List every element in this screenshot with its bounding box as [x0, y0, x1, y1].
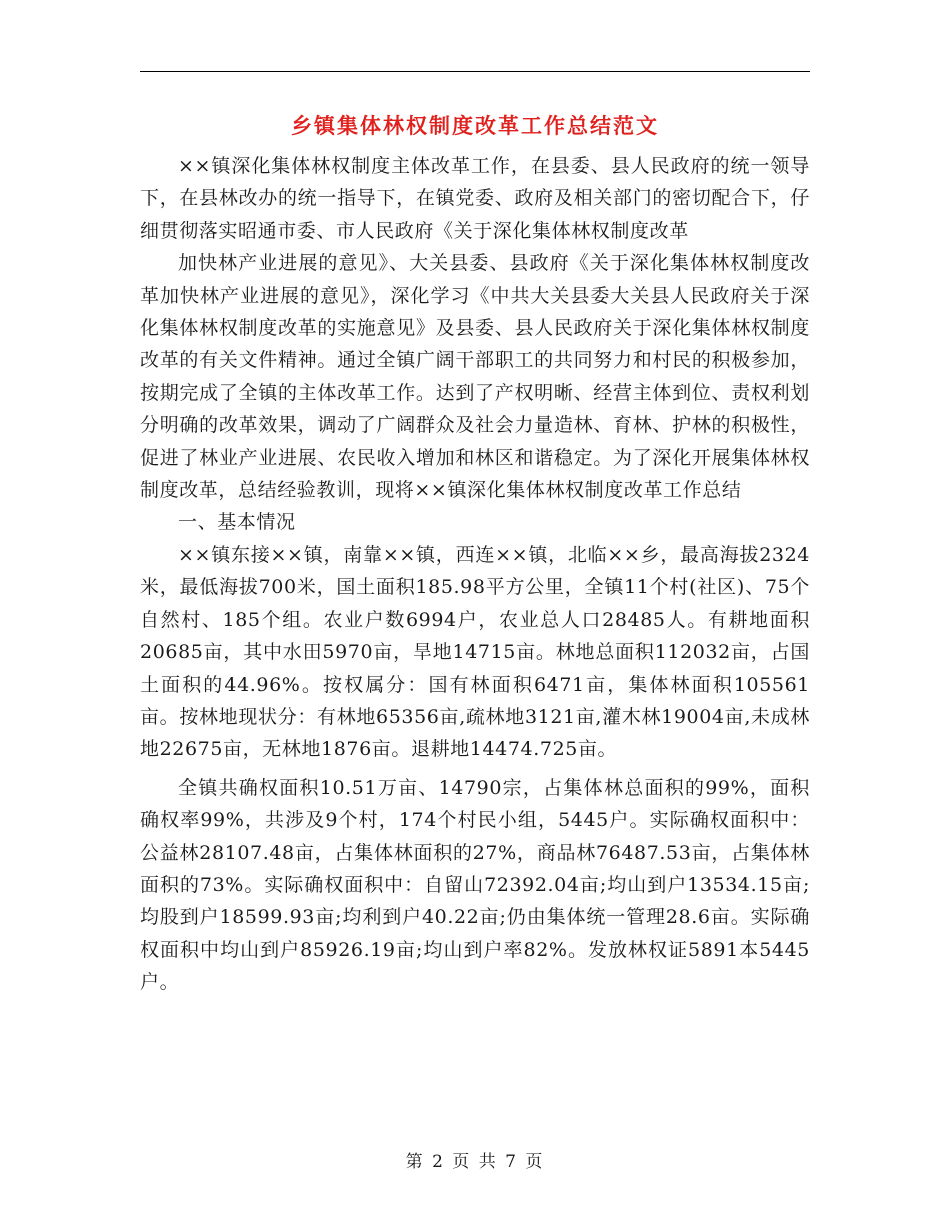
- header-rule: [140, 71, 810, 72]
- paragraph-basic-info: ××镇东接××镇，南靠××镇，西连××镇，北临××乡，最高海拔2324米，最低海拔700米，国土面积185.98平方公里，全镇11个村(社区)、75个自然村、185个组。农业户数6994户，农业总人口28485人。有耕地面积20685亩，其中水田5970亩，旱地14715亩。林地总面积112032亩，占国土面积的44.96%。按权属分：国有林面积6471亩，集体林面积105561亩。按林地现状分：有林地65356亩,疏林地3121亩,灌木林19004亩,未成林地22675亩，无林地1876亩。退耕地14474.725亩。: [140, 543, 810, 761]
- document-title: 乡镇集体林权制度改革工作总结范文: [291, 114, 659, 138]
- document-body: [140, 150, 810, 999]
- section-heading-basic-info: 一、基本情况: [178, 511, 296, 534]
- paragraph-intro: ××镇深化集体林权制度主体改革工作，在县委、县人民政府的统一领导下，在县林改办的统一指导下，在镇党委、政府及相关部门的密切配合下，仔细贯彻落实昭通市委、市人民政府《关于深化集体林权制度改革: [140, 155, 810, 242]
- paragraph-background: 加快林产业进展的意见》、大关县委、县政府《关于深化集体林权制度改革加快林产业进展的意见》，深化学习《中共大关县委大关县人民政府关于深化集体林权制度改革的实施意见》及县委、县人民政府关于深化集体林权制度改革的有关文件精神。通过全镇广阔干部职工的共同努力和村民的积极参加，按期完成了全镇的主体改革工作。达到了产权明晰、经营主体到位、责权利划分明确的改革效果，调动了广阔群众及社会力量造林、育林、护林的积极性，促进了林业产业进展、农民收入增加和林区和谐稳定。为了深化开展集体林权制度改革，总结经验教训，现将××镇深化集体林权制度改革工作总结: [140, 252, 810, 502]
- paragraph-confirmation-stats: 全镇共确权面积10.51万亩、14790宗，占集体林总面积的99%，面积确权率99%，共涉及9个村，174个村民小组，5445户。实际确权面积中：公益林28107.48亩，占集体林面积的27%，商品林76487.53亩，占集体林面积的73%。实际确权面积中：自留山72392.04亩;均山到户13534.15亩;均股到户18599.93亩;均利到户40.22亩;仍由集体统一管理28.6亩。实际确权面积中均山到户85926.19亩;均山到户率82%。发放林权证5891本5445户。: [140, 776, 810, 994]
- page-number-footer: 第 2 页 共 7 页: [405, 1152, 545, 1172]
